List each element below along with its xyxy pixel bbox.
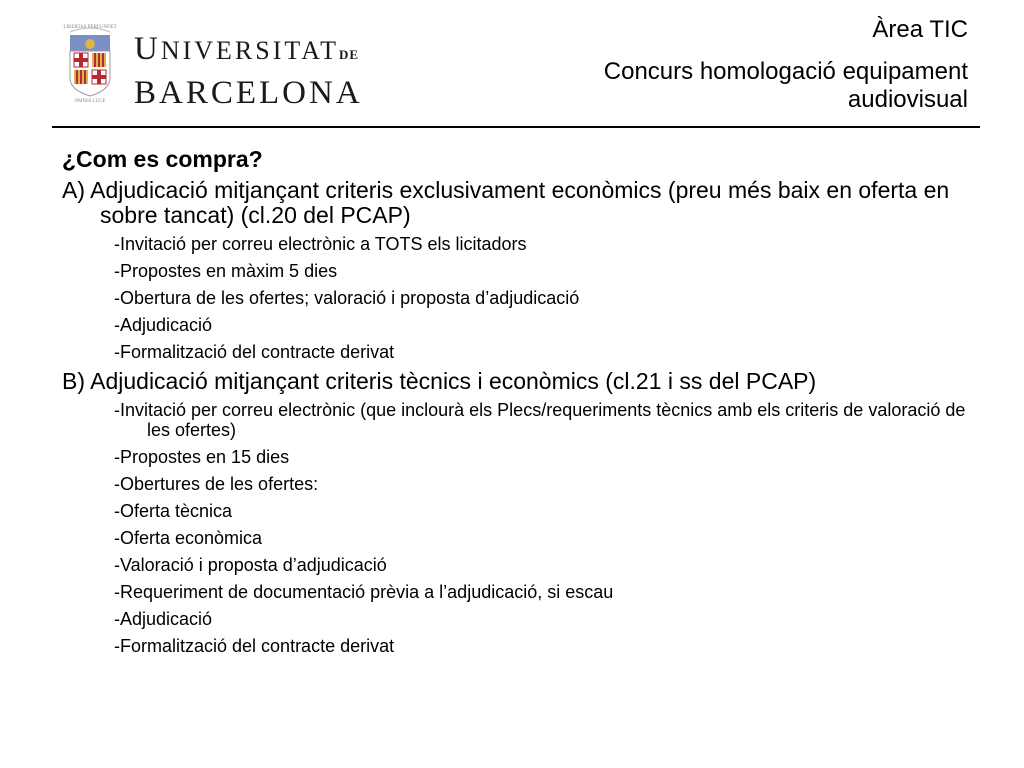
university-name-line1: UNIVERSITATDE — [134, 31, 360, 67]
section-a-heading: A) Adjudicació mitjançant criteris exclusivament econòmics (preu més baix en oferta en sobre tancat) (cl.20 del PCAP) — [62, 177, 950, 228]
university-name-line2: BARCELONA — [134, 75, 363, 111]
list-item: -Requeriment de documentació prèvia a l’adjudicació, si escau — [114, 582, 614, 602]
slide-title: Concurs homologació equipament audiovisual — [603, 58, 968, 113]
slide-body — [62, 144, 972, 663]
university-seal-icon — [62, 18, 118, 104]
university-logo — [62, 18, 363, 111]
list-item: -Oferta econòmica — [114, 528, 263, 548]
list-item: -Valoració i proposta d’adjudicació — [114, 555, 387, 575]
list-item: -Invitació per correu electrònic (que inclourà els Plecs/requeriments tècnics amb els criteris de valoració de les ofertes) — [114, 400, 966, 440]
list-item: -Propostes en 15 dies — [114, 447, 290, 467]
slide-header — [518, 16, 968, 114]
list-item: -Obertures de les ofertes: — [114, 474, 319, 494]
list-item: -Invitació per correu electrònic a TOTS els licitadors — [114, 234, 527, 254]
list-item: -Adjudicació — [114, 315, 213, 335]
section-b-list — [114, 400, 972, 656]
department-title: Àrea TIC — [872, 16, 968, 43]
seal-motto-bottom: OMNIA LUCE — [74, 99, 106, 104]
section-a-list — [114, 234, 972, 362]
list-item: -Formalització del contracte derivat — [114, 636, 395, 656]
body-title: ¿Com es compra? — [62, 146, 263, 172]
university-name — [134, 32, 363, 110]
list-item: -Obertura de les ofertes; valoració i proposta d’adjudicació — [114, 288, 580, 308]
list-item: -Formalització del contracte derivat — [114, 342, 395, 362]
list-item: -Propostes en màxim 5 dies — [114, 261, 338, 281]
list-item: -Oferta tècnica — [114, 501, 233, 521]
header-divider — [52, 126, 980, 128]
list-item: -Adjudicació — [114, 609, 213, 629]
seal-motto-top: LIBERTAS PERFUNDET — [63, 25, 117, 30]
section-b-heading: B) Adjudicació mitjançant criteris tècnics i econòmics (cl.21 i ss del PCAP) — [62, 368, 817, 394]
